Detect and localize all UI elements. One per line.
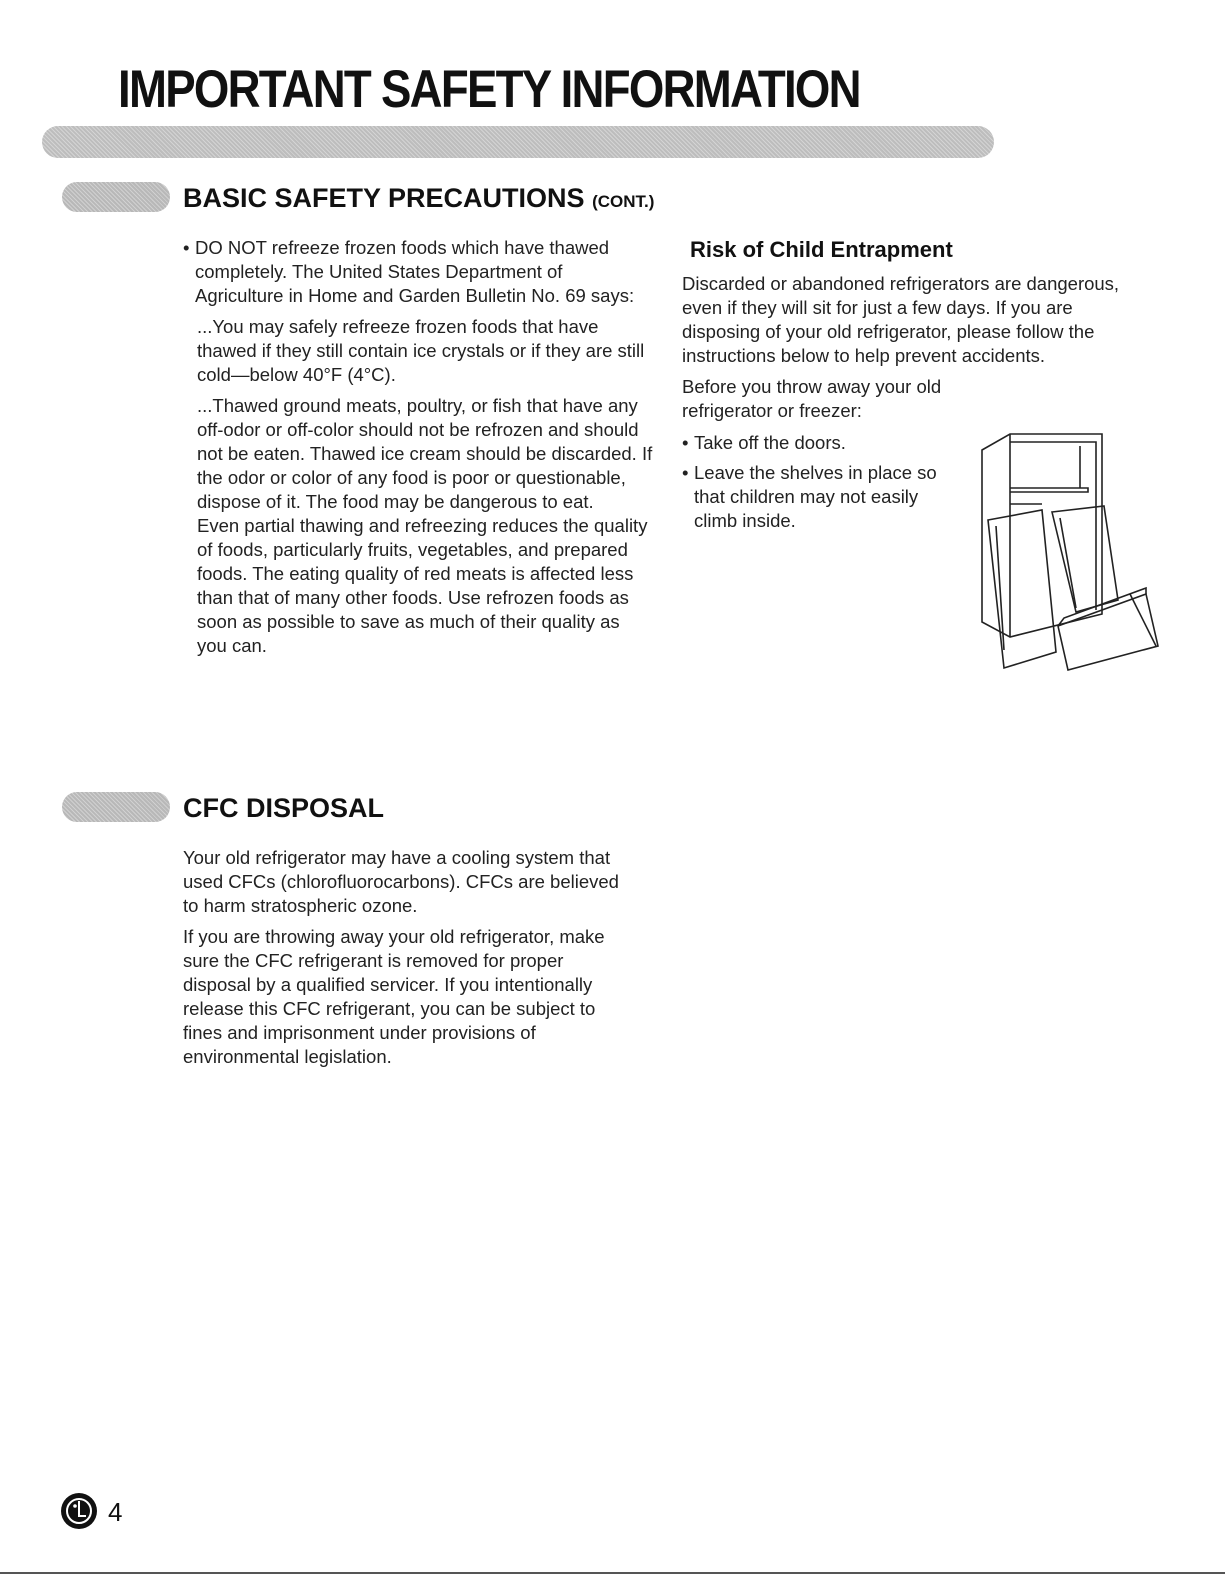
refrigerator-doors-open-icon <box>980 432 1172 674</box>
basic-safety-heading-suffix: (CONT.) <box>592 192 655 211</box>
basic-safety-column <box>183 236 653 665</box>
basic-safety-heading <box>183 182 654 218</box>
list-item: • DO NOT refreeze frozen foods which have thawed completely. The United States Department of Agriculture in Home and Garden Bulletin No. 69 says: <box>183 236 653 315</box>
child-entrapment-para-1: Discarded or abandoned refrigerators are dangerous, even if they will sit for just a few days. If you are disposing of your old refrigerator, please follow the instructions below to help prevent accidents. <box>682 273 1120 366</box>
title-decor-bar <box>42 126 994 158</box>
lg-logo-icon <box>60 1492 98 1530</box>
quote-paragraph-3: Even partial thawing and refreezing reduces the quality of foods, particularly fruits, vegetables, and prepared foods. The eating quality of red meats is affected less than that of many other foods. Use refrozen foods as soon as possible to save as much of their quality as you can. <box>197 515 648 656</box>
basic-safety-heading-text: BASIC SAFETY PRECAUTIONS <box>183 183 585 213</box>
cfc-column <box>183 846 633 1076</box>
bullet-take-off-doors: Take off the doors. <box>694 432 846 453</box>
bottom-rule <box>0 1572 1225 1574</box>
section-marker-cfc <box>62 792 170 822</box>
cfc-para-1: Your old refrigerator may have a cooling system that used CFCs (chlorofluorocarbons). CFCs are believed to harm stratospheric ozone. <box>183 847 619 916</box>
child-entrapment-heading: Risk of Child Entrapment <box>690 237 953 262</box>
bullet-leave-shelves: Leave the shelves in place so that children may not easily climb inside. <box>694 462 937 531</box>
child-entrapment-para-2: Before you throw away your old refrigerator or freezer: <box>682 376 942 421</box>
cfc-heading: CFC DISPOSAL <box>183 793 385 823</box>
quote-paragraph-2: ...Thawed ground meats, poultry, or fish that have any off-odor or off-color should not be refrozen and should not be eaten. Thawed ice cream should be discarded. If the odor or color of any food is poor or questionable, dispose of it. The food may be dangerous to eat. <box>197 395 653 512</box>
section-marker-basic <box>62 182 170 212</box>
list-item: • Leave the shelves in place so that children may not easily climb inside. <box>682 461 957 533</box>
quote-paragraph-1: ...You may safely refreeze frozen foods that have thawed if they still contain ice crystals or if they are still cold—below 40°F (4°C). <box>197 316 645 385</box>
cfc-para-2: If you are throwing away your old refrigerator, make sure the CFC refrigerant is removed for proper disposal by a qualified servicer. If you intentionally release this CFC refrigerant, you can be subject to fines and imprisonment under provisions of environmental legislation. <box>183 926 605 1067</box>
refreeze-bullet-text: DO NOT refreeze frozen foods which have thawed completely. The United States Department of Agriculture in Home and Garden Bulletin No. 69 says: <box>195 237 635 306</box>
page-number: 4 <box>108 1497 123 1527</box>
list-item: • Take off the doors. <box>682 432 846 453</box>
page-title: IMPORTANT SAFETY INFORMATION <box>118 60 860 119</box>
